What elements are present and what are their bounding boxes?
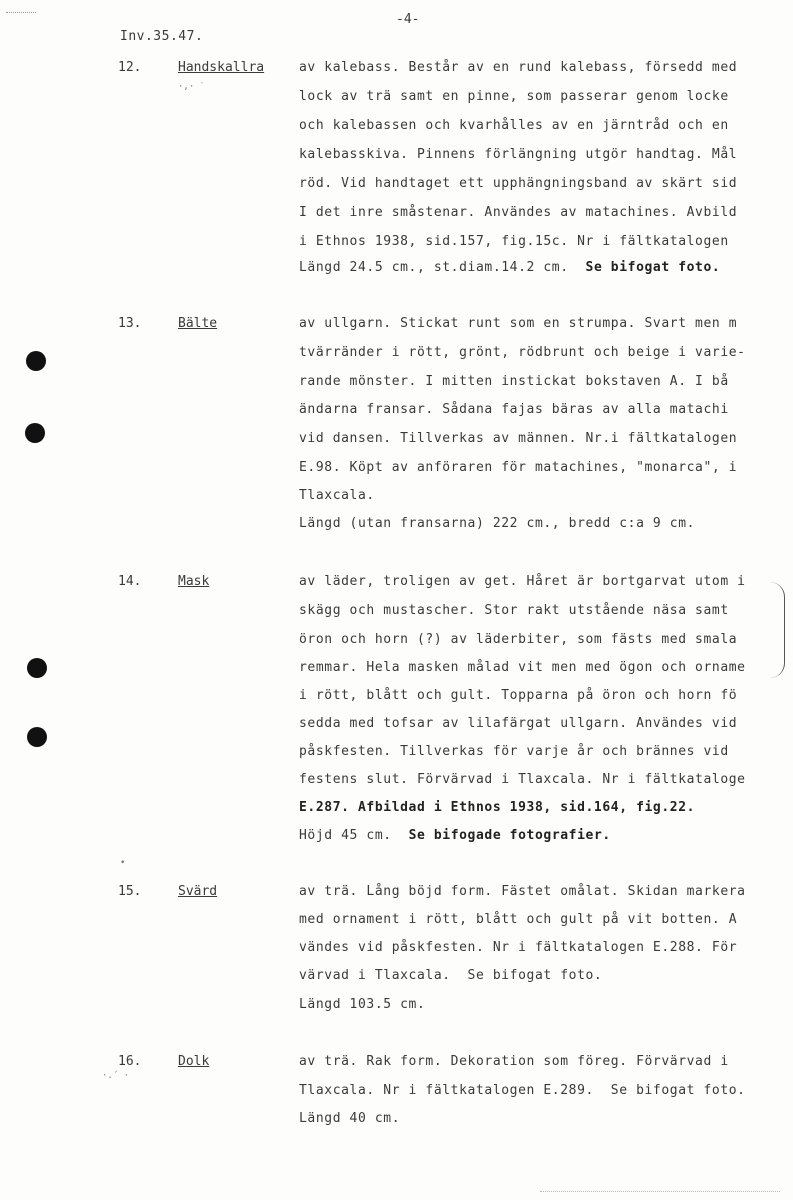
entry-text-line: kalebasskiva. Pinnens förlängning utgör handtag. Mål (299, 147, 738, 162)
margin-speck: ·.´ · (102, 1071, 130, 1081)
entry-text-line: remmar. Hela masken målad vit men med ögon och orname (299, 660, 746, 675)
entry-text-line: av ullgarn. Stickat runt som en strumpa. Svart men m (299, 316, 738, 331)
entry-text-line: Längd (utan fransarna) 222 cm., bredd c:a 9 cm. (299, 516, 696, 531)
entry-text-line: rande mönster. I mitten instickat bokstaven A. I bå (299, 374, 729, 389)
entry-text-line: av kalebass. Består av en rund kalebass, försedd med (299, 60, 738, 75)
top-margin-dots (6, 12, 36, 13)
measurement-text: Längd 24.5 cm., st.diam.14.2 cm. (299, 260, 569, 275)
margin-speck: ·‚· ˋ (178, 82, 206, 92)
entry-text-line: lock av trä samt en pinne, som passerar genom locke (299, 89, 729, 104)
entry-text-line: skägg och mustascher. Stor rakt utstående näsa samt (299, 603, 729, 618)
entry-text-line: av läder, troligen av get. Håret är bortgarvat utom i (299, 574, 746, 589)
entry-number: 14. (118, 574, 142, 589)
entry-text-line: E.287. Afbildad i Ethnos 1938, sid.164, fig.22. (299, 800, 696, 815)
entry-text-line: Längd 40 cm. (299, 1111, 401, 1126)
entry-text-line: E.98. Köpt av anföraren för matachines, "monarca", i (299, 460, 738, 475)
entry-text-line: av trä. Lång böjd form. Fästet omålat. Skidan markera (299, 884, 746, 899)
entry-text-line: påskfesten. Tillverkas för varje år och brännes vid (299, 744, 729, 759)
entry-text-line: öron och horn (?) av läderbiter, som fästs med smala (299, 632, 738, 647)
bottom-margin-dots (540, 1191, 780, 1192)
entry-text-line: vid dansen. Tillverkas av männen. Nr.i fältkatalogen (299, 431, 738, 446)
entry-term: Handskallra (178, 60, 265, 75)
punch-hole (27, 658, 47, 678)
entry-text-line: tvärränder i rött, grönt, rödbrunt och beige i varie- (299, 345, 746, 360)
entry-text-line: av trä. Rak form. Dekoration som föreg. Förvärvad i (299, 1054, 729, 1069)
entry-text-line: med ornament i rött, blått och gult på vit botten. A (299, 912, 738, 927)
page-number: -4- (396, 12, 420, 27)
entry-text-line: i rött, blått och gult. Topparna på öron och horn fö (299, 688, 738, 703)
entry-text-line: värvad i Tlaxcala. Se bifogat foto. (299, 968, 603, 983)
photo-note: Se bifogade fotografier. (408, 828, 611, 843)
punch-hole (26, 351, 46, 371)
entry-number: 15. (118, 884, 142, 899)
entry-text-line: röd. Vid handtaget ett upphängningsband av skärt sid (299, 176, 738, 191)
margin-bracket-mark (770, 582, 785, 678)
entry-text-line: ändarna fransar. Sådana fajas bäras av alla matachi (299, 402, 729, 417)
entry-text-line: Tlaxcala. Nr i fältkatalogen E.289. Se bifogat foto. (299, 1083, 746, 1098)
entry-number: 16. (118, 1054, 142, 1069)
punch-hole (27, 727, 47, 747)
entry-text-line: Tlaxcala. (299, 488, 375, 503)
margin-speck: • (120, 858, 126, 868)
entry-number: 12. (118, 60, 142, 75)
entry-text-line: festens slut. Förvärvad i Tlaxcala. Nr i fältkataloge (299, 772, 746, 787)
photo-note: Se bifogat foto. (585, 260, 721, 275)
entry-text-line: sedda med tofsar av lilafärgat ullgarn. Användes vid (299, 716, 738, 731)
entry-text-line: Längd 103.5 cm. (299, 997, 426, 1012)
entry-term: Bälte (178, 316, 218, 331)
entry-term: Dolk (178, 1054, 210, 1069)
measurement-text: Höjd 45 cm. (299, 828, 392, 843)
entry-term: Mask (178, 574, 210, 589)
entry-text-line: vändes vid påskfesten. Nr i fältkatalogen E.288. För (299, 940, 738, 955)
entry-text-line: I det inre småstenar. Användes av matachines. Avbild (299, 205, 738, 220)
punch-hole (25, 423, 45, 443)
entry-text-line (299, 828, 611, 843)
entry-text-line (299, 260, 720, 275)
entry-term: Svärd (178, 884, 218, 899)
inventory-number: Inv.35.47. (120, 29, 204, 44)
entry-text-line: i Ethnos 1938, sid.157, fig.15c. Nr i fältkatalogen (299, 234, 729, 249)
entry-text-line: och kalebassen och kvarhålles av en järntråd och en (299, 118, 729, 133)
entry-number: 13. (118, 316, 142, 331)
